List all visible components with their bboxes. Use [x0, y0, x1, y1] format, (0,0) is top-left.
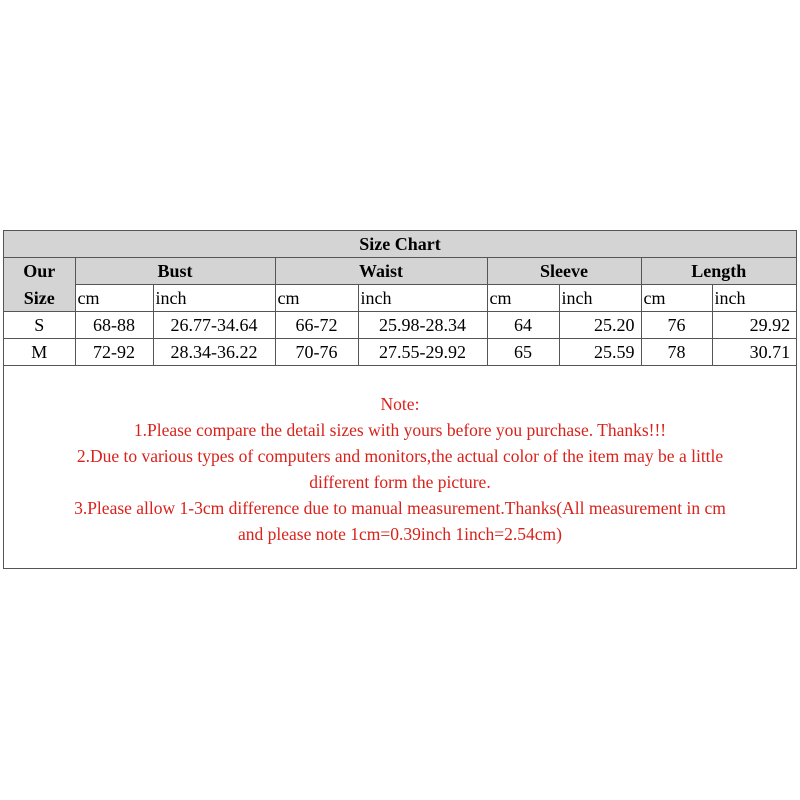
unit-header-row — [4, 285, 796, 312]
table-row — [4, 339, 796, 366]
table-cell: 70-76 — [275, 339, 358, 366]
table-title: Size Chart — [4, 231, 796, 258]
unit-header: cm — [641, 285, 712, 312]
unit-header: cm — [275, 285, 358, 312]
table-cell: 25.59 — [559, 339, 641, 366]
notes-heading: Note: — [380, 394, 420, 414]
note-1: 1.Please compare the detail sizes with yours before you purchase. Thanks!!! — [133, 420, 667, 440]
table-cell: 68-88 — [75, 312, 153, 339]
size-cell: M — [4, 339, 75, 366]
size-table — [4, 231, 796, 366]
table-cell: 65 — [487, 339, 559, 366]
note-3-line-1: 3.Please allow 1-3cm difference due to manual measurement.Thanks(All measurement in cm — [74, 498, 726, 518]
size-cell: S — [4, 312, 75, 339]
table-cell: 25.20 — [559, 312, 641, 339]
title-row — [4, 231, 796, 258]
unit-header: inch — [712, 285, 796, 312]
table-cell: 72-92 — [75, 339, 153, 366]
table-cell: 27.55-29.92 — [358, 339, 487, 366]
our-label: Our — [4, 258, 75, 285]
note-2-line-1: 2.Due to various types of computers and monitors,the actual color of the item may be a little — [76, 446, 724, 466]
length-header: Length — [641, 258, 796, 285]
unit-header: inch — [559, 285, 641, 312]
size-chart — [3, 230, 797, 569]
unit-header: cm — [75, 285, 153, 312]
table-cell: 28.34-36.22 — [153, 339, 275, 366]
table-cell: 76 — [641, 312, 712, 339]
table-cell: 66-72 — [275, 312, 358, 339]
group-header-row — [4, 258, 796, 285]
notes-section — [4, 391, 796, 547]
table-cell: 25.98-28.34 — [358, 312, 487, 339]
table-cell: 30.71 — [712, 339, 796, 366]
table-row — [4, 312, 796, 339]
note-2-line-2: different form the picture. — [309, 472, 491, 492]
unit-header: cm — [487, 285, 559, 312]
note-3-line-2: and please note 1cm=0.39inch 1inch=2.54cm) — [238, 524, 562, 544]
bust-header: Bust — [75, 258, 275, 285]
table-cell: 26.77-34.64 — [153, 312, 275, 339]
table-cell: 29.92 — [712, 312, 796, 339]
sleeve-header: Sleeve — [487, 258, 641, 285]
table-cell: 64 — [487, 312, 559, 339]
waist-header: Waist — [275, 258, 487, 285]
unit-header: inch — [153, 285, 275, 312]
table-cell: 78 — [641, 339, 712, 366]
size-label: Size — [4, 285, 75, 312]
unit-header: inch — [358, 285, 487, 312]
